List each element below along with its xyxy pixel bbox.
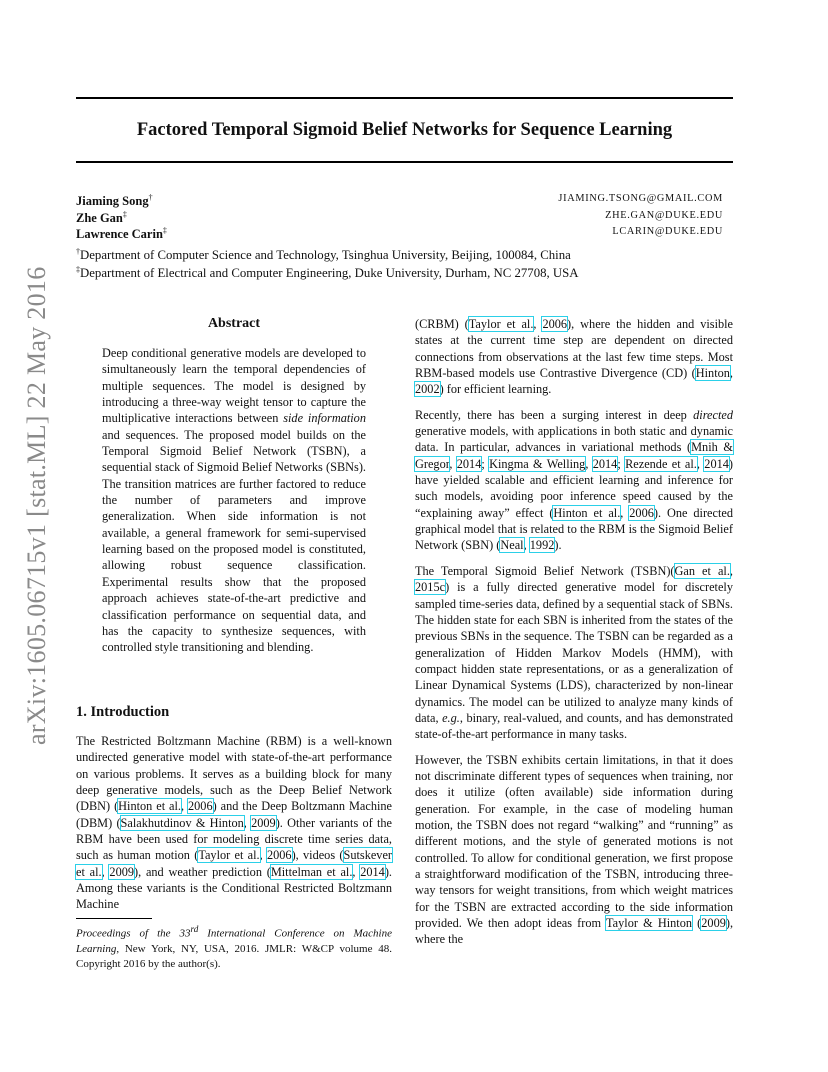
- citation-link[interactable]: Hinton et al.: [553, 505, 621, 520]
- citation-link[interactable]: 2014: [704, 456, 729, 471]
- author-row: [76, 193, 733, 210]
- citation-link[interactable]: Taylor et al.: [198, 848, 260, 863]
- body-paragraph: However, the TSBN exhibits certain limitations, in that it does not discriminate different types of sequences when training, nor does it utilize (often available) side information during generation. For example, in the case of modeling human motion, the TSBN does not regard “walking” and “running” as different motions, and the style of generated motions is not controlled. To allow for conditional generation, we first propose a straightforward modification of the TSBN, introducing three-way tensors for weight transitions, from which weight matrices for the TSBN are extracted according to the side information provided. We then adopt ideas from Taylor & Hinton (2009), where the: [415, 752, 734, 947]
- author-row: [76, 210, 733, 227]
- body-paragraph: The Temporal Sigmoid Belief Network (TSBN)(Gan et al., 2015c) is a fully directed generative model for discretely sampled time-series data, defined by a sequential stack of SBNs. The hidden state for each SBN is inherited from the states of the previous SBNs in the sequence. The TSBN can be regarded as a generalization of Hidden Markov Models (HMM), with compact hidden state representations, or as a generalization of Linear Dynamical Systems (LDS), characterized by non-linear dynamics. The model can be utilized to analyze many kinds of data, e.g., binary, real-valued, and counts, and has demonstrated state-of-the-art performance in many tasks.: [415, 563, 733, 742]
- citation-link[interactable]: Taylor et al.: [468, 317, 534, 331]
- citation-link[interactable]: Hinton: [695, 366, 730, 381]
- citation-link[interactable]: 2014: [360, 864, 385, 879]
- author-email[interactable]: LCARIN@DUKE.EDU: [612, 226, 723, 237]
- citation-link[interactable]: Mnih & Gregor: [415, 440, 734, 471]
- title-bottom-rule: [76, 161, 733, 163]
- citation-link[interactable]: 2009: [251, 815, 276, 830]
- paper-title: Factored Temporal Sigmoid Belief Networks for Sequence Learning: [136, 120, 673, 140]
- citation-link[interactable]: Sutskever et al.: [76, 848, 392, 879]
- abstract-heading: Abstract: [207, 316, 261, 331]
- citation-link[interactable]: Taylor & Hinton: [606, 916, 692, 931]
- citation-link[interactable]: 2014: [456, 456, 482, 471]
- affiliation: ‡Department of Electrical and Computer Engineering, Duke University, Durham, NC 27708, USA: [76, 265, 579, 280]
- author-row: [76, 226, 733, 243]
- citation-link[interactable]: Kingma & Welling: [489, 456, 586, 471]
- citation-link[interactable]: Salakhutdinov & Hinton: [120, 815, 244, 830]
- citation-link[interactable]: 2006: [266, 848, 292, 863]
- proceedings-footnote: Proceedings of the 33rd International Conference on Machine Learning, New York, NY, USA, 2016. JMLR: W&CP volume 48. Copyright 2016 by the author(s).: [76, 924, 392, 970]
- citation-link[interactable]: Hinton et al.: [118, 799, 181, 814]
- section-heading-introduction: 1. Introduction: [76, 704, 170, 720]
- citation-link[interactable]: 2006: [629, 505, 654, 520]
- introduction-paragraph: The Restricted Boltzmann Machine (RBM) is a well-known undirected generative model with state-of-the-art performance on various problems. It serves as a building block for many deep generative models, such as the Deep Belief Network (DBN) (Hinton et al., 2006) and the Deep Boltzmann Machine (DBM) (Salakhutdinov & Hinton, 2009). Other variants of the RBM have been used for modeling discrete time series data, such as human motion (Taylor et al., 2006), videos (Sutskever et al., 2009), and weather prediction (Mittelman et al., 2014). Among these variants is the Conditional Restricted Boltzmann Machine: [76, 734, 392, 912]
- affiliation: †Department of Computer Science and Technology, Tsinghua University, Beijing, 100084, China: [76, 247, 571, 262]
- body-paragraph: Recently, there has been a surging interest in deep directed generative models, with applications in both static and dynamic data. In particular, advances in variational methods (Mnih & Gregor, 2014; Kingma & Welling, 2014; Rezende et al., 2014) have yielded scalable and efficient learning and inference for such models, avoiding poor inference speed caused by the “explaining away” effect (Hinton et al., 2006). One directed graphical model that is related to the RBM is the Sigmoid Belief Network (SBN) (Neal, 1992).: [415, 407, 734, 553]
- citation-link[interactable]: 2015c: [415, 580, 446, 595]
- body-paragraph: (CRBM) (Taylor et al., 2006), where the hidden and visible states at the current time step are dependent on directed connections from observations at the last few time steps. Most RBM-based models use Contrastive Divergence (CD) (Hinton, 2002) for efficient learning.: [415, 317, 734, 397]
- citation-link[interactable]: 2009: [701, 916, 726, 931]
- citation-link[interactable]: 2006: [542, 317, 568, 331]
- abstract-body: Deep conditional generative models are developed to simultaneously learn the temporal dependencies of multiple sequences. The model is designed by introducing a three-way weight tensor to capture the multiplicative interactions between side information and sequences. The proposed model builds on the Temporal Sigmoid Belief Network (TSBN), a sequential stack of Sigmoid Belief Networks (SBNs). The transition matrices are further factored to reduce the number of parameters and improve generalization. When side information is not available, a general framework for semi-supervised learning based on the proposed model is constituted, allowing robust sequence classification. Experimental results show that the proposed approach achieves state-of-the-art predictive and classification performance on sequential data, and has the capacity to synthesize sequences, with controlled style transitioning and blending.: [102, 346, 366, 655]
- citation-link[interactable]: 2002: [415, 382, 440, 397]
- title-top-rule: [76, 97, 733, 99]
- footnote-rule: [76, 918, 152, 919]
- author-name: Lawrence Carin‡: [76, 226, 167, 241]
- author-email[interactable]: ZHE.GAN@DUKE.EDU: [605, 209, 723, 221]
- author-name: Zhe Gan‡: [76, 209, 127, 225]
- author-block: [76, 193, 733, 243]
- citation-link[interactable]: 2006: [188, 799, 213, 814]
- author-name: Jiaming Song†: [76, 193, 153, 208]
- citation-link[interactable]: Rezende et al.: [625, 456, 697, 471]
- arxiv-stamp: arXiv:1605.06715v1 [stat.ML] 22 May 2016: [22, 266, 51, 745]
- citation-link[interactable]: Mittelman et al.: [270, 864, 353, 879]
- right-column: [415, 316, 733, 957]
- author-email[interactable]: JIAMING.TSONG@GMAIL.COM: [558, 193, 723, 204]
- citation-link[interactable]: Gan et al.: [674, 563, 730, 578]
- citation-link[interactable]: 2009: [109, 864, 135, 879]
- citation-link[interactable]: Neal: [500, 538, 524, 553]
- citation-link[interactable]: 1992: [529, 538, 555, 553]
- citation-link[interactable]: 2014: [592, 456, 618, 471]
